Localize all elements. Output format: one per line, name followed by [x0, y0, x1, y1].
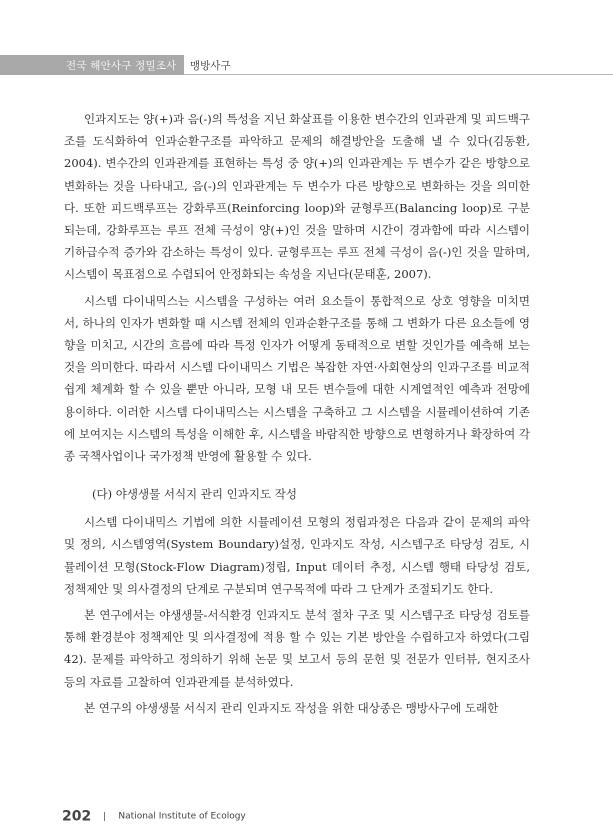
paragraph-study-approach: 본 연구에서는 야생생물-서식환경 인과지도 분석 절차 구조 및 시스템구조 타당성 검토를 통해 환경분야 정책제안 및 의사결정에 적용 할 수 있는 기본 방안을 수립하고자 하였다(그림 42). 문제를 파악하고 정의하기 위해 논문 및 보고서 등의 문헌 및 전문가 인터뷰, 현지조사 등의 자료를 고찰하여 인과관계를 분석하였다.: [64, 608, 530, 689]
paragraph-causal-map: 인과지도는 양(+)과 음(-)의 특성을 지닌 화살표를 이용한 변수간의 인과관계 및 피드백구조를 도식화하여 인과순환구조를 파악하고 문제의 해결방안을 도출해 낼 수 있다(김동환, 2004). 변수간의 인과관계를 표현하는 특성 중 양(+)의 인과관계는 두 변수가 같은 방향으로 변화하는 것을 나타내고, 음(-)의 인과관계는 두 변수가 다른 방향으로 변화하는 것을 의미한다. 또한 피드백루프는 강화루프(Reinforcing loop)와 균형루프(Balancing loop)로 구분되는데, 강화루프는 루프 전체 극성이 양(+)인 것을 말하며 시간이 경과함에 따라 시스템이 기하급수적 증가와 감소하는 특성이 있다. 균형루프는 루프 전체 극성이 음(-)인 것을 말하며, 시스템이 목표점으로 수렴되어 안정화되는 속성을 지닌다(문태훈, 2007).: [64, 112, 530, 282]
paragraph-system-dynamics: 시스템 다이내믹스는 시스템을 구성하는 여러 요소들이 통합적으로 상호 영향을 미치면서, 하나의 인자가 변화할 때 시스템 전체의 인과순환구조를 통해 그 변화가 다른 요소들에 영향을 미치고, 시간의 흐름에 따라 특정 인자가 어떻게 동태적으로 변할 것인가를 예측해 보는 것을 의미한다. 따라서 시스템 다이내믹스 기법은 복잡한 자연·사회현상의 인과구조를 비교적 쉽게 체계화 할 수 있을 뿐만 아니라, 모형 내 모든 변수들에 대한 시계열적인 예측과 전망에 용이하다. 이러한 시스템 다이내믹스는 시스템을 구축하고 그 시스템을 시뮬레이션하여 기존에 보여지는 시스템의 특성을 이해한 후, 시스템을 바람직한 방향으로 변형하거나 확장하여 각종 국책사업이나 국가정책 반영에 활용할 수 있다.: [64, 293, 531, 464]
page-number: 202: [62, 808, 92, 825]
body-text: [64, 108, 530, 723]
running-header: [0, 55, 613, 75]
footer-institution: National Institute of Ecology: [118, 811, 246, 822]
footer-separator: [104, 812, 105, 821]
page-footer: [62, 806, 246, 825]
paragraph-target-species: 본 연구의 야생생물 서식지 관리 인과지도 작성을 위한 대상종은 맹방사구에 도래한: [84, 700, 499, 715]
header-topic: 맹방사구: [190, 60, 231, 72]
paragraph-modeling-process: 시스템 다이내믹스 기법에 의한 시뮬레이션 모형의 정립과정은 다음과 같이 문제의 파악 및 정의, 시스템영역(System Boundary)설정, 인과지도 작성, 시스템구조 타당성 검토, 시뮬레이션 모형(Stock-Flow Diagram)정립, Input 데이터 추정, 시스템 행태 타당성 검토, 정책제안 및 의사결정의 단계로 구분되며 연구목적에 따라 그 단계가 조절되기도 한다.: [64, 515, 530, 596]
header-rule: [184, 74, 613, 75]
section-subheading: (다) 야생생물 서식지 관리 인과지도 작성: [92, 487, 297, 502]
header-series-title: 전국 해안사구 정밀조사: [66, 60, 177, 72]
